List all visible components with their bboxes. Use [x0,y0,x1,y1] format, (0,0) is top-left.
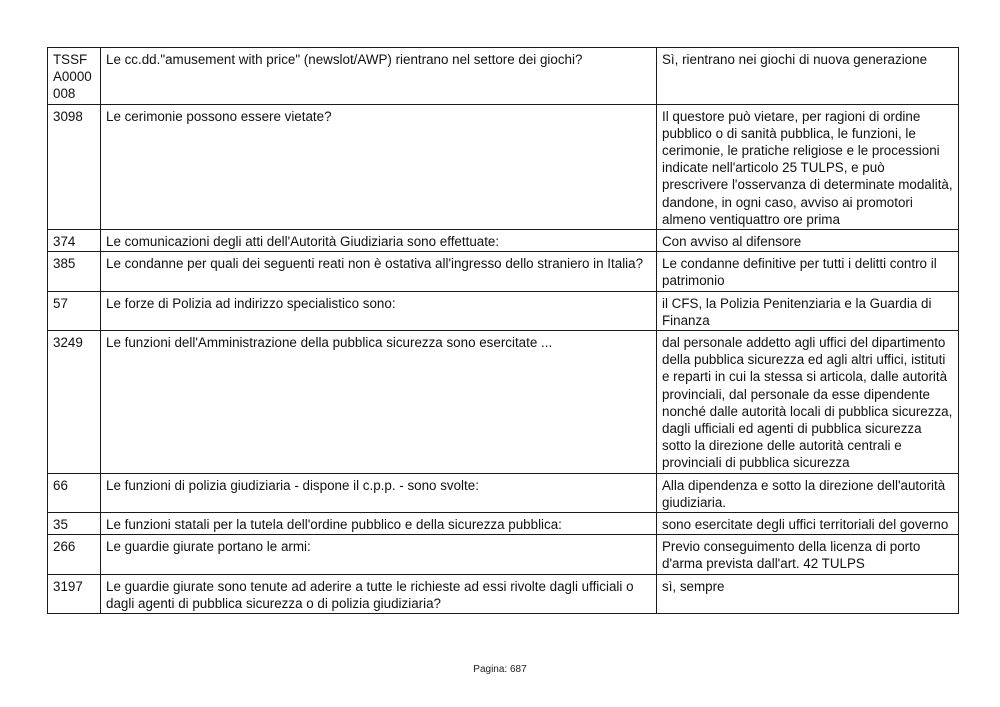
table-row [48,252,959,291]
row-question: Le cerimonie possono essere vietate? [101,104,657,229]
row-id: TSSFA0000008 [48,48,101,105]
table-row [48,473,959,512]
row-id: 3249 [48,331,101,474]
row-id: 266 [48,535,101,574]
table-row [48,513,959,535]
row-question: Le forze di Polizia ad indirizzo specialistico sono: [101,291,657,330]
row-id: 385 [48,252,101,291]
table-row [48,291,959,330]
row-question: Le comunicazioni degli atti dell'Autorità Giudiziaria sono effettuate: [101,230,657,252]
row-id: 3098 [48,104,101,229]
row-id: 374 [48,230,101,252]
row-question: Le funzioni di polizia giudiziaria - dispone il c.p.p. - sono svolte: [101,473,657,512]
row-id: 35 [48,513,101,535]
table-body [48,48,959,614]
question-answer-table [47,47,959,614]
table-row [48,574,959,613]
row-question: Le condanne per quali dei seguenti reati non è ostativa all'ingresso dello straniero in Italia? [101,252,657,291]
row-id: 66 [48,473,101,512]
table-row [48,331,959,474]
table-row [48,48,959,105]
row-question: Le guardie giurate portano le armi: [101,535,657,574]
row-answer: Con avviso al difensore [657,230,959,252]
page-number: Pagina: 687 [473,664,527,675]
row-answer: Il questore può vietare, per ragioni di ordine pubblico o di sanità pubblica, le funzioni, le cerimonie, le pratiche religiose e le processioni indicate nell'articolo 25 TULPS, e può prescrivere l'osservanza di determinate modalità, dandone, in ogni caso, avviso ai promotori almeno ventiquattro ore prima [657,104,959,229]
table-row [48,104,959,229]
row-answer: Le condanne definitive per tutti i delitti contro il patrimonio [657,252,959,291]
row-question: Le guardie giurate sono tenute ad aderire a tutte le richieste ad essi rivolte dagli ufficiali o dagli agenti di pubblica sicurezza o di polizia giudiziaria? [101,574,657,613]
row-answer: il CFS, la Polizia Penitenziaria e la Guardia di Finanza [657,291,959,330]
row-answer: Alla dipendenza e sotto la direzione dell'autorità giudiziaria. [657,473,959,512]
row-answer: Previo conseguimento della licenza di porto d'arma prevista dall'art. 42 TULPS [657,535,959,574]
row-question: Le funzioni dell'Amministrazione della pubblica sicurezza sono esercitate ... [101,331,657,474]
row-answer: Sì, rientrano nei giochi di nuova generazione [657,48,959,105]
row-answer: sì, sempre [657,574,959,613]
table-row [48,535,959,574]
row-question: Le cc.dd."amusement with price" (newslot/AWP) rientrano nel settore dei giochi? [101,48,657,105]
row-answer: sono esercitate degli uffici territoriali del governo [657,513,959,535]
row-id: 57 [48,291,101,330]
row-id: 3197 [48,574,101,613]
row-answer: dal personale addetto agli uffici del dipartimento della pubblica sicurezza ed agli altri uffici, istituti e reparti in cui la stessa si articola, dalle autorità provinciali, dal personale da esse dipendente nonché dalle autorità locali di pubblica sicurezza, dagli ufficiali ed agenti di pubblica sicurezza sotto la direzione delle autorità centrali e provinciali di pubblica sicurezza [657,331,959,474]
row-question: Le funzioni statali per la tutela dell'ordine pubblico e della sicurezza pubblica: [101,513,657,535]
table-row [48,230,959,252]
